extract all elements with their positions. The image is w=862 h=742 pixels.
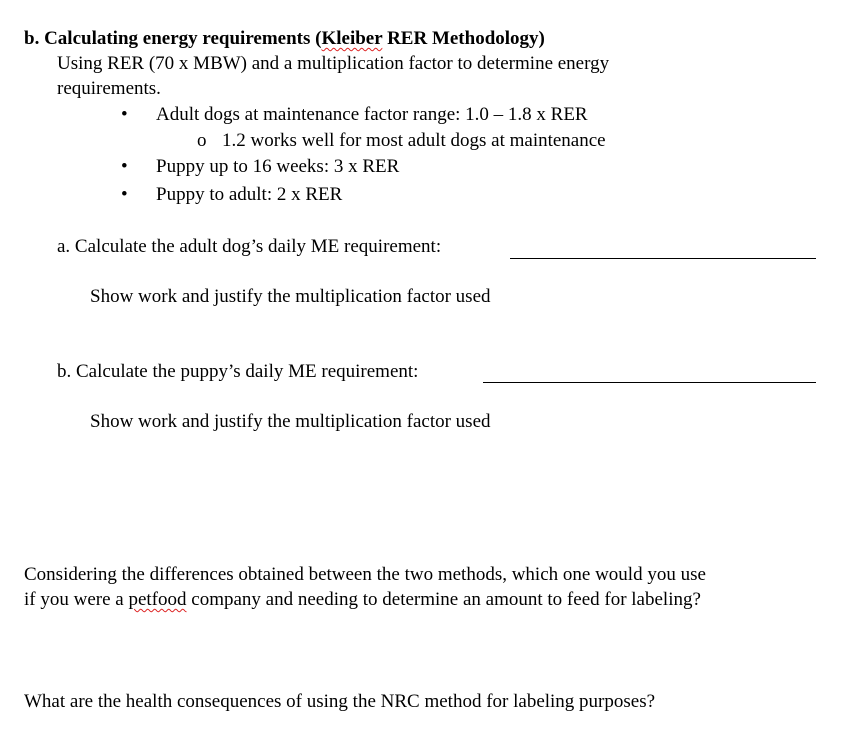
bullet-icon: •: [121, 156, 128, 177]
sub-bullet-adult-recommendation: 1.2 works well for most adult dogs at maintenance: [222, 130, 606, 151]
sub-bullet-icon: o: [197, 130, 207, 151]
discussion-question-1-line-1: Considering the differences obtained between the two methods, which one would you use: [24, 564, 706, 585]
q1-spellcheck-word: petfood: [128, 589, 187, 610]
heading-spellcheck-word: Kleiber: [321, 28, 383, 49]
intro-line-1: Using RER (70 x MBW) and a multiplication factor to determine energy: [57, 53, 610, 74]
question-b-instruction: Show work and justify the multiplication factor used: [90, 411, 491, 432]
intro-line-2: requirements.: [57, 78, 161, 99]
q1-line2-prefix: if you were a: [24, 589, 129, 610]
discussion-question-2: What are the health consequences of using the NRC method for labeling purposes?: [24, 691, 656, 712]
question-a-answer-line[interactable]: [510, 258, 816, 259]
bullet-puppy-16-weeks: Puppy up to 16 weeks: 3 x RER: [156, 156, 400, 177]
bullet-puppy-to-adult: Puppy to adult: 2 x RER: [156, 184, 343, 205]
bullet-icon: •: [121, 104, 128, 125]
question-b-answer-line[interactable]: [483, 382, 816, 383]
section-heading: [24, 28, 545, 51]
question-a-instruction: Show work and justify the multiplication factor used: [90, 286, 491, 307]
bullet-icon: •: [121, 184, 128, 205]
question-b-label: b. Calculate the puppy’s daily ME requirement:: [57, 361, 419, 382]
question-a-label: a. Calculate the adult dog’s daily ME requirement:: [57, 236, 442, 257]
heading-suffix: RER Methodology): [382, 28, 545, 49]
bullet-adult-maintenance: Adult dogs at maintenance factor range: 1.0 – 1.8 x RER: [156, 104, 588, 125]
q1-line2-suffix: company and needing to determine an amount to feed for labeling?: [186, 589, 701, 610]
discussion-question-1-line-2: [24, 589, 701, 612]
heading-prefix: b. Calculating energy requirements (: [24, 28, 322, 49]
